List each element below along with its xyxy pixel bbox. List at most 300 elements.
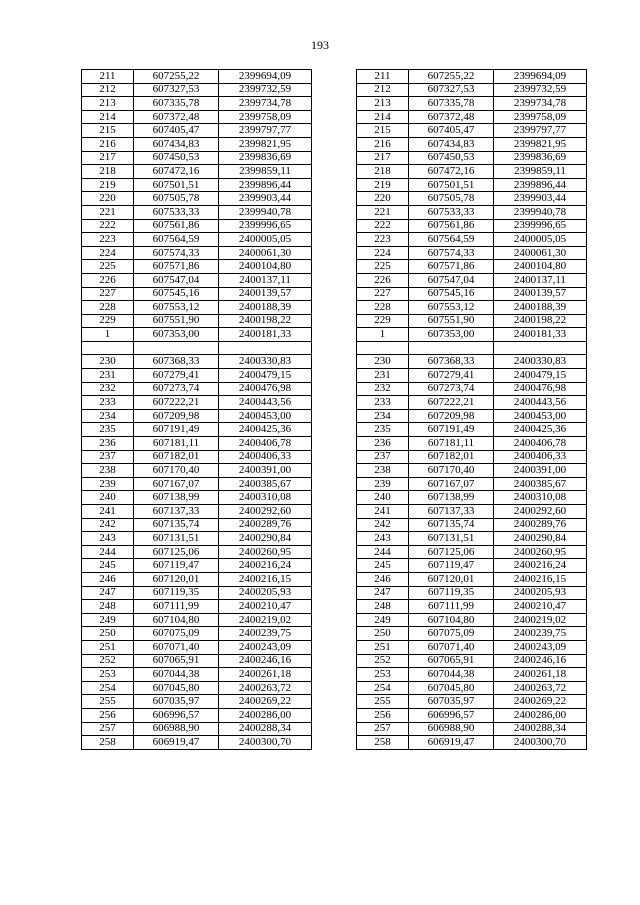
column-gap (312, 423, 357, 437)
point-number-left: 212 (82, 83, 134, 97)
column-gap (312, 178, 357, 192)
table-row (82, 464, 587, 478)
column-gap (312, 97, 357, 111)
x-coordinate-right: 607044,38 (409, 668, 494, 682)
point-number-left: 258 (82, 736, 134, 750)
table-row (82, 165, 587, 179)
point-number-left: 248 (82, 600, 134, 614)
column-gap (312, 233, 357, 247)
x-coordinate-right: 607131,51 (409, 532, 494, 546)
column-gap (312, 110, 357, 124)
column-gap (312, 369, 357, 383)
table-row (82, 518, 587, 532)
x-coordinate-right: 607222,21 (409, 396, 494, 410)
x-coordinate-right: 607405,47 (409, 124, 494, 138)
point-number-right: 238 (357, 464, 409, 478)
y-coordinate-right: 2400104,80 (494, 260, 587, 274)
y-coordinate-right: 2400290,84 (494, 532, 587, 546)
y-coordinate-right: 2400391,00 (494, 464, 587, 478)
y-coordinate-right: 2400239,75 (494, 627, 587, 641)
table-row (82, 423, 587, 437)
y-coordinate-right: 2400406,78 (494, 437, 587, 451)
table-row (82, 627, 587, 641)
x-coordinate-left: 607533,33 (134, 205, 219, 219)
column-gap (312, 409, 357, 423)
y-coordinate-right: 2400443,56 (494, 396, 587, 410)
point-number-right: 220 (357, 192, 409, 206)
table-row (82, 532, 587, 546)
y-coordinate-right: 2400288,34 (494, 722, 587, 736)
point-number-right: 248 (357, 600, 409, 614)
x-coordinate-left: 606919,47 (134, 736, 219, 750)
x-coordinate-right: 607167,07 (409, 477, 494, 491)
point-number-right: 242 (357, 518, 409, 532)
y-coordinate-left: 2400239,75 (219, 627, 312, 641)
point-number-right: 252 (357, 654, 409, 668)
point-number-left: 247 (82, 586, 134, 600)
table-row (82, 695, 587, 709)
x-coordinate-right: 607170,40 (409, 464, 494, 478)
point-number-left: 217 (82, 151, 134, 165)
x-coordinate-right: 607120,01 (409, 572, 494, 586)
y-coordinate-left: 2399859,11 (219, 165, 312, 179)
column-gap (312, 668, 357, 682)
y-coordinate-left: 2400210,47 (219, 600, 312, 614)
x-coordinate-left: 607181,11 (134, 437, 219, 451)
point-number-right: 254 (357, 681, 409, 695)
point-number-right: 246 (357, 572, 409, 586)
y-coordinate-right: 2400243,09 (494, 640, 587, 654)
column-gap (312, 518, 357, 532)
point-number-right: 226 (357, 273, 409, 287)
column-gap (312, 681, 357, 695)
x-coordinate-left: 606988,90 (134, 722, 219, 736)
x-coordinate-left: 607138,99 (134, 491, 219, 505)
point-number-left: 211 (82, 70, 134, 84)
y-coordinate-right: 2400300,70 (494, 736, 587, 750)
x-coordinate-left: 607564,59 (134, 233, 219, 247)
y-coordinate-left: 2399734,78 (219, 97, 312, 111)
x-coordinate-left: 607335,78 (134, 97, 219, 111)
point-number-right: 257 (357, 722, 409, 736)
table-row (82, 613, 587, 627)
column-gap (312, 260, 357, 274)
column-gap (312, 192, 357, 206)
x-coordinate-right: 607368,33 (409, 355, 494, 369)
y-coordinate-left: 2399903,44 (219, 192, 312, 206)
table-row (82, 545, 587, 559)
table-row (82, 83, 587, 97)
y-coordinate-left: 2400286,00 (219, 708, 312, 722)
point-number-right: 219 (357, 178, 409, 192)
x-coordinate-right: 607553,12 (409, 301, 494, 315)
y-coordinate-right: 2400263,72 (494, 681, 587, 695)
point-number-left: 223 (82, 233, 134, 247)
x-coordinate-left: 607501,51 (134, 178, 219, 192)
y-coordinate-right: 2399734,78 (494, 97, 587, 111)
point-number-right: 218 (357, 165, 409, 179)
x-coordinate-right: 607450,53 (409, 151, 494, 165)
y-coordinate-left: 2400205,93 (219, 586, 312, 600)
y-coordinate-right: 2400479,15 (494, 369, 587, 383)
table-row (82, 178, 587, 192)
table-row (82, 681, 587, 695)
x-coordinate-left: 607222,21 (134, 396, 219, 410)
x-coordinate-right: 607181,11 (409, 437, 494, 451)
x-coordinate-right: 607071,40 (409, 640, 494, 654)
x-coordinate-left: 607553,12 (134, 301, 219, 315)
y-coordinate-left: 2400263,72 (219, 681, 312, 695)
y-coordinate-right: 2400188,39 (494, 301, 587, 315)
table-row (82, 151, 587, 165)
coordinate-table (81, 69, 587, 750)
table-row (82, 477, 587, 491)
point-number-left: 252 (82, 654, 134, 668)
point-number-right: 235 (357, 423, 409, 437)
point-number-left: 235 (82, 423, 134, 437)
table-row (82, 668, 587, 682)
table-row (82, 450, 587, 464)
point-number-left: 224 (82, 246, 134, 260)
point-number-right: 231 (357, 369, 409, 383)
point-number-right: 237 (357, 450, 409, 464)
column-gap (312, 559, 357, 573)
point-number-right: 247 (357, 586, 409, 600)
point-number-right: 217 (357, 151, 409, 165)
x-coordinate-right: 607138,99 (409, 491, 494, 505)
point-number-right: 239 (357, 477, 409, 491)
column-gap (312, 532, 357, 546)
column-gap (312, 627, 357, 641)
y-coordinate-left: 2400104,80 (219, 260, 312, 274)
point-number-left: 218 (82, 165, 134, 179)
point-number-left: 236 (82, 437, 134, 451)
y-coordinate-left: 2400443,56 (219, 396, 312, 410)
point-number-left: 229 (82, 314, 134, 328)
y-coordinate-left: 2400391,00 (219, 464, 312, 478)
y-coordinate-right: 2399694,09 (494, 70, 587, 84)
x-coordinate-left: 607191,49 (134, 423, 219, 437)
table-row (82, 192, 587, 206)
x-coordinate-right: 607353,00 (409, 328, 494, 342)
point-number-left: 251 (82, 640, 134, 654)
column-gap (312, 341, 357, 355)
y-coordinate-right: 2400005,05 (494, 233, 587, 247)
column-gap (312, 124, 357, 138)
point-number-right: 225 (357, 260, 409, 274)
y-coordinate-left: 2399694,09 (219, 70, 312, 84)
column-gap (312, 205, 357, 219)
y-coordinate-left: 2400289,76 (219, 518, 312, 532)
point-number-right: 223 (357, 233, 409, 247)
table-row (82, 586, 587, 600)
x-coordinate-right: 607533,33 (409, 205, 494, 219)
point-number-right: 251 (357, 640, 409, 654)
x-coordinate-right: 607104,80 (409, 613, 494, 627)
column-gap (312, 600, 357, 614)
point-number-right: 233 (357, 396, 409, 410)
y-coordinate-left (219, 341, 312, 355)
y-coordinate-left: 2400005,05 (219, 233, 312, 247)
y-coordinate-right: 2400310,08 (494, 491, 587, 505)
column-gap (312, 273, 357, 287)
x-coordinate-left: 607137,33 (134, 505, 219, 519)
page-number: 193 (311, 38, 329, 52)
y-coordinate-left: 2399836,69 (219, 151, 312, 165)
x-coordinate-right: 606988,90 (409, 722, 494, 736)
y-coordinate-right: 2400216,15 (494, 572, 587, 586)
x-coordinate-left: 607368,33 (134, 355, 219, 369)
table-row (82, 246, 587, 260)
x-coordinate-left: 607104,80 (134, 613, 219, 627)
point-number-left: 250 (82, 627, 134, 641)
column-gap (312, 314, 357, 328)
table-row (82, 260, 587, 274)
table-row (82, 600, 587, 614)
table-row (82, 491, 587, 505)
x-coordinate-left: 607571,86 (134, 260, 219, 274)
y-coordinate-left: 2400261,18 (219, 668, 312, 682)
table-row (82, 708, 587, 722)
y-coordinate-left: 2400139,57 (219, 287, 312, 301)
point-number-right: 1 (357, 328, 409, 342)
point-number-left: 220 (82, 192, 134, 206)
point-number-left (82, 341, 134, 355)
point-number-left: 239 (82, 477, 134, 491)
x-coordinate-right: 607065,91 (409, 654, 494, 668)
table-row (82, 640, 587, 654)
y-coordinate-right: 2399859,11 (494, 165, 587, 179)
y-coordinate-left: 2400385,67 (219, 477, 312, 491)
x-coordinate-left: 607119,35 (134, 586, 219, 600)
y-coordinate-right (494, 341, 587, 355)
y-coordinate-left: 2400188,39 (219, 301, 312, 315)
y-coordinate-right: 2400292,60 (494, 505, 587, 519)
y-coordinate-right: 2399821,95 (494, 137, 587, 151)
x-coordinate-right: 607561,86 (409, 219, 494, 233)
point-number-right: 222 (357, 219, 409, 233)
y-coordinate-left: 2400137,11 (219, 273, 312, 287)
point-number-right: 214 (357, 110, 409, 124)
x-coordinate-right: 607273,74 (409, 382, 494, 396)
x-coordinate-left: 607255,22 (134, 70, 219, 84)
x-coordinate-left: 607045,80 (134, 681, 219, 695)
y-coordinate-right: 2399836,69 (494, 151, 587, 165)
y-coordinate-left: 2399940,78 (219, 205, 312, 219)
table-row (82, 287, 587, 301)
point-number-left: 222 (82, 219, 134, 233)
y-coordinate-left: 2399896,44 (219, 178, 312, 192)
point-number-left: 226 (82, 273, 134, 287)
point-number-left: 225 (82, 260, 134, 274)
point-number-left: 245 (82, 559, 134, 573)
x-coordinate-left: 607209,98 (134, 409, 219, 423)
point-number-right: 244 (357, 545, 409, 559)
point-number-right: 228 (357, 301, 409, 315)
point-number-right: 245 (357, 559, 409, 573)
column-gap (312, 355, 357, 369)
x-coordinate-right: 607119,47 (409, 559, 494, 573)
x-coordinate-left: 607547,04 (134, 273, 219, 287)
y-coordinate-right: 2399732,59 (494, 83, 587, 97)
x-coordinate-left: 607505,78 (134, 192, 219, 206)
point-number-right: 249 (357, 613, 409, 627)
table-row (82, 382, 587, 396)
x-coordinate-right: 607111,99 (409, 600, 494, 614)
x-coordinate-right: 607434,83 (409, 137, 494, 151)
y-coordinate-left: 2400406,33 (219, 450, 312, 464)
table-row (82, 110, 587, 124)
point-number-left: 246 (82, 572, 134, 586)
y-coordinate-left: 2399797,77 (219, 124, 312, 138)
y-coordinate-left: 2400216,24 (219, 559, 312, 573)
x-coordinate-left: 607120,01 (134, 572, 219, 586)
x-coordinate-left: 607071,40 (134, 640, 219, 654)
x-coordinate-right: 607137,33 (409, 505, 494, 519)
y-coordinate-right: 2400198,22 (494, 314, 587, 328)
x-coordinate-left: 607119,47 (134, 559, 219, 573)
x-coordinate-left: 606996,57 (134, 708, 219, 722)
x-coordinate-right: 607327,53 (409, 83, 494, 97)
x-coordinate-right: 607571,86 (409, 260, 494, 274)
x-coordinate-left: 607065,91 (134, 654, 219, 668)
point-number-right: 232 (357, 382, 409, 396)
point-number-right: 236 (357, 437, 409, 451)
x-coordinate-right: 607075,09 (409, 627, 494, 641)
point-number-right (357, 341, 409, 355)
y-coordinate-left: 2400243,09 (219, 640, 312, 654)
y-coordinate-right: 2400246,16 (494, 654, 587, 668)
column-gap (312, 450, 357, 464)
x-coordinate-left (134, 341, 219, 355)
y-coordinate-left: 2399732,59 (219, 83, 312, 97)
x-coordinate-left: 607574,33 (134, 246, 219, 260)
column-gap (312, 396, 357, 410)
column-gap (312, 654, 357, 668)
point-number-right: 258 (357, 736, 409, 750)
point-number-left: 244 (82, 545, 134, 559)
point-number-left: 255 (82, 695, 134, 709)
point-number-left: 253 (82, 668, 134, 682)
y-coordinate-left: 2400479,15 (219, 369, 312, 383)
point-number-left: 238 (82, 464, 134, 478)
column-gap (312, 722, 357, 736)
point-number-right: 255 (357, 695, 409, 709)
y-coordinate-left: 2399821,95 (219, 137, 312, 151)
y-coordinate-right: 2399896,44 (494, 178, 587, 192)
column-gap (312, 137, 357, 151)
x-coordinate-right (409, 341, 494, 355)
point-number-right: 250 (357, 627, 409, 641)
x-coordinate-right: 607255,22 (409, 70, 494, 84)
column-gap (312, 640, 357, 654)
column-gap (312, 83, 357, 97)
y-coordinate-right: 2399903,44 (494, 192, 587, 206)
x-coordinate-left: 607450,53 (134, 151, 219, 165)
table-row (82, 369, 587, 383)
y-coordinate-left: 2400425,36 (219, 423, 312, 437)
x-coordinate-right: 607501,51 (409, 178, 494, 192)
y-coordinate-right: 2400261,18 (494, 668, 587, 682)
table-row (82, 437, 587, 451)
point-number-right: 221 (357, 205, 409, 219)
point-number-left: 233 (82, 396, 134, 410)
column-gap (312, 165, 357, 179)
x-coordinate-right: 607045,80 (409, 681, 494, 695)
y-coordinate-right: 2399996,65 (494, 219, 587, 233)
y-coordinate-right: 2399940,78 (494, 205, 587, 219)
point-number-left: 249 (82, 613, 134, 627)
y-coordinate-left: 2400290,84 (219, 532, 312, 546)
x-coordinate-left: 607405,47 (134, 124, 219, 138)
table-row (82, 301, 587, 315)
y-coordinate-left: 2400181,33 (219, 328, 312, 342)
x-coordinate-right: 606919,47 (409, 736, 494, 750)
column-gap (312, 70, 357, 84)
column-gap (312, 464, 357, 478)
x-coordinate-left: 607111,99 (134, 600, 219, 614)
point-number-right: 240 (357, 491, 409, 505)
column-gap (312, 736, 357, 750)
y-coordinate-right: 2400260,95 (494, 545, 587, 559)
x-coordinate-left: 607279,41 (134, 369, 219, 383)
table-row (82, 97, 587, 111)
table-row (82, 654, 587, 668)
y-coordinate-right: 2400476,98 (494, 382, 587, 396)
x-coordinate-left: 607075,09 (134, 627, 219, 641)
x-coordinate-left: 607035,97 (134, 695, 219, 709)
point-number-left: 232 (82, 382, 134, 396)
point-number-right: 213 (357, 97, 409, 111)
x-coordinate-left: 607125,06 (134, 545, 219, 559)
y-coordinate-left: 2400246,16 (219, 654, 312, 668)
point-number-left: 237 (82, 450, 134, 464)
point-number-left: 1 (82, 328, 134, 342)
point-number-left: 219 (82, 178, 134, 192)
x-coordinate-left: 607327,53 (134, 83, 219, 97)
x-coordinate-right: 607372,48 (409, 110, 494, 124)
y-coordinate-right: 2400219,02 (494, 613, 587, 627)
point-number-left: 213 (82, 97, 134, 111)
column-gap (312, 287, 357, 301)
y-coordinate-left: 2400292,60 (219, 505, 312, 519)
y-coordinate-left: 2400061,30 (219, 246, 312, 260)
x-coordinate-right: 607564,59 (409, 233, 494, 247)
column-gap (312, 246, 357, 260)
y-coordinate-left: 2400260,95 (219, 545, 312, 559)
table-row (82, 559, 587, 573)
point-number-right: 216 (357, 137, 409, 151)
x-coordinate-right: 607505,78 (409, 192, 494, 206)
table-row (82, 314, 587, 328)
x-coordinate-right: 607209,98 (409, 409, 494, 423)
column-gap (312, 382, 357, 396)
point-number-left: 254 (82, 681, 134, 695)
x-coordinate-right: 607574,33 (409, 246, 494, 260)
x-coordinate-left: 607434,83 (134, 137, 219, 151)
x-coordinate-left: 607044,38 (134, 668, 219, 682)
x-coordinate-left: 607273,74 (134, 382, 219, 396)
column-gap (312, 437, 357, 451)
x-coordinate-left: 607170,40 (134, 464, 219, 478)
point-number-right: 230 (357, 355, 409, 369)
point-number-left: 230 (82, 355, 134, 369)
column-gap (312, 301, 357, 315)
point-number-left: 240 (82, 491, 134, 505)
y-coordinate-left: 2400300,70 (219, 736, 312, 750)
column-gap (312, 219, 357, 233)
y-coordinate-left: 2400288,34 (219, 722, 312, 736)
